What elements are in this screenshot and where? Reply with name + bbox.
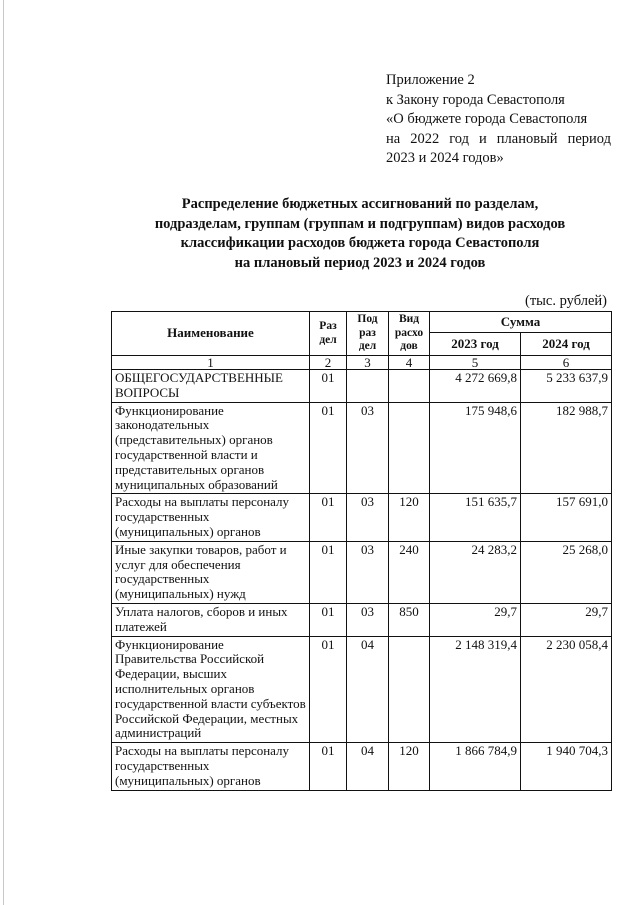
column-number: 5 (430, 356, 521, 370)
row-podrazdel: 03 (347, 603, 389, 636)
row-amount-2023: 4 272 669,8 (430, 370, 521, 403)
appendix-line: Приложение 2 (386, 72, 475, 88)
row-podrazdel: 04 (347, 636, 389, 743)
row-amount-2023: 175 948,6 (430, 402, 521, 494)
title-line: на плановый период 2023 и 2024 годов (234, 254, 486, 271)
budget-allocation-table (111, 311, 612, 791)
header-name: Наименование (112, 312, 310, 356)
row-name: Расходы на выплаты персоналу государственных (муниципальных) органов (112, 743, 310, 790)
row-amount-2023: 2 148 319,4 (430, 636, 521, 743)
row-razdel: 01 (310, 636, 347, 743)
row-name: Расходы на выплаты персоналу государственных (муниципальных) органов (112, 494, 310, 541)
row-podrazdel: 03 (347, 402, 389, 494)
column-number: 1 (112, 356, 310, 370)
table-row (112, 370, 612, 403)
appendix-reference (386, 71, 611, 169)
row-name: Функционирование Правительства Российской Федерации, высших исполнительных органов государственной власти субъектов Российской Федерации, местных администраций (112, 636, 310, 743)
column-number: 6 (521, 356, 612, 370)
row-name: Уплата налогов, сборов и иных платежей (112, 603, 310, 636)
row-amount-2023: 151 635,7 (430, 494, 521, 541)
row-podrazdel: 03 (347, 494, 389, 541)
table-row (112, 603, 612, 636)
unit-note: (тыс. рублей) (525, 293, 607, 309)
row-vid (389, 370, 430, 403)
row-amount-2023: 29,7 (430, 603, 521, 636)
table-row (112, 636, 612, 743)
title-line: классификации расходов бюджета города Севастополя (180, 235, 540, 251)
row-amount-2023: 24 283,2 (430, 541, 521, 603)
row-vid: 850 (389, 603, 430, 636)
column-number: 2 (310, 356, 347, 370)
row-amount-2024: 157 691,0 (521, 494, 612, 541)
row-podrazdel: 04 (347, 743, 389, 790)
row-vid: 240 (389, 541, 430, 603)
appendix-line: к Закону города Севастополя (386, 91, 565, 108)
row-razdel: 01 (310, 494, 347, 541)
row-amount-2024: 182 988,7 (521, 402, 612, 494)
table-row (112, 743, 612, 790)
header-row (112, 312, 612, 333)
column-number: 4 (389, 356, 430, 370)
table-row (112, 494, 612, 541)
header-vid-raskhodov: Вид расхо дов (389, 312, 430, 356)
title-line: Распределение бюджетных ассигнований по разделам, (181, 196, 539, 212)
table-row (112, 402, 612, 494)
scan-edge-line (3, 0, 4, 905)
row-vid (389, 402, 430, 494)
row-amount-2024: 29,7 (521, 603, 612, 636)
header-razdel: Раз дел (310, 312, 347, 356)
header-year-2024: 2024 год (521, 333, 612, 356)
header-podrazdel: Под раз дел (347, 312, 389, 356)
row-razdel: 01 (310, 603, 347, 636)
row-name: Иные закупки товаров, работ и услуг для обеспечения государственных (муниципальных) нужд (112, 541, 310, 603)
header-year-2023: 2023 год (430, 333, 521, 356)
row-razdel: 01 (310, 370, 347, 403)
table-row (112, 541, 612, 603)
row-podrazdel (347, 370, 389, 403)
column-number-row (112, 356, 612, 370)
row-vid: 120 (389, 743, 430, 790)
row-amount-2024: 5 233 637,9 (521, 370, 612, 403)
appendix-line: на 2022 год и плановый период (386, 130, 611, 147)
header-sum: Сумма (430, 312, 612, 333)
row-razdel: 01 (310, 743, 347, 790)
row-amount-2023: 1 866 784,9 (430, 743, 521, 790)
row-razdel: 01 (310, 541, 347, 603)
row-vid: 120 (389, 494, 430, 541)
row-vid (389, 636, 430, 743)
row-amount-2024: 25 268,0 (521, 541, 612, 603)
column-number: 3 (347, 356, 389, 370)
row-amount-2024: 2 230 058,4 (521, 636, 612, 743)
row-name: Функционирование законодательных (представительных) органов государственной власти и представительных органов муниципальных образований (112, 402, 310, 494)
row-name: ОБЩЕГОСУДАРСТВЕННЫЕ ВОПРОСЫ (112, 370, 310, 403)
title-line: подразделам, группам (группам и подгруппам) видов расходов (154, 215, 566, 232)
appendix-line: «О бюджете города Севастополя (386, 111, 588, 127)
appendix-line: 2023 и 2024 годов» (386, 150, 504, 166)
row-podrazdel: 03 (347, 541, 389, 603)
document-title (108, 195, 612, 273)
row-amount-2024: 1 940 704,3 (521, 743, 612, 790)
row-razdel: 01 (310, 402, 347, 494)
